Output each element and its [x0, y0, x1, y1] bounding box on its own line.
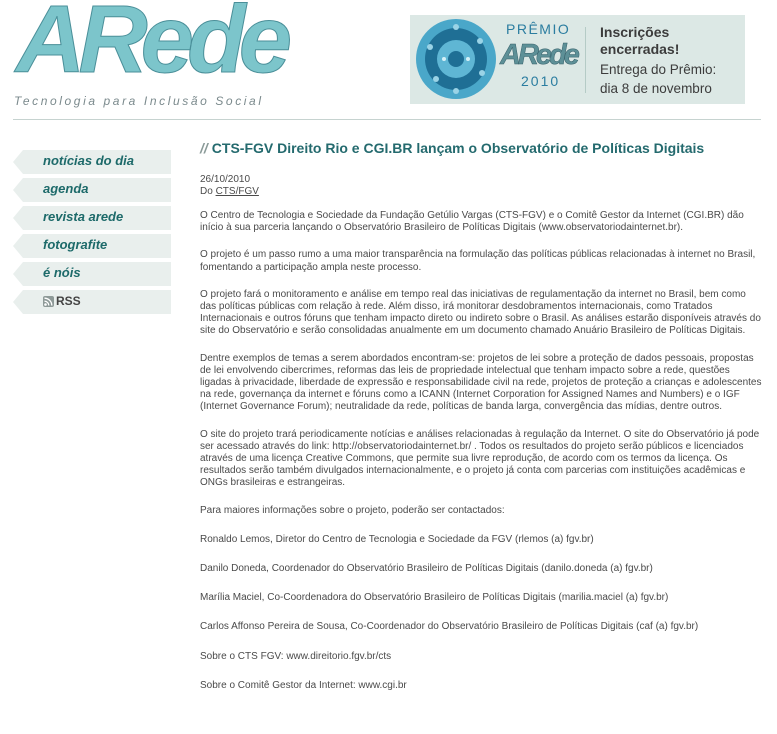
contact-line: Marília Maciel, Co-Coordenadora do Observatório Brasileiro de Políticas Digitais (marilia.maciel (a) fgv.br): [200, 592, 669, 604]
nav-item-agenda[interactable]: [13, 178, 171, 202]
article-source: [200, 186, 762, 198]
header-divider: [13, 119, 761, 120]
banner-line-3: Entrega do Prêmio:: [600, 62, 717, 77]
arede-logo[interactable]: [12, 0, 302, 110]
article: [200, 140, 762, 709]
article-paragraph: O Centro de Tecnologia e Sociedade da Fundação Getúlio Vargas (CTS-FGV) e o Comitê Gestor da Internet (CGI.BR) dão início à sua parceria lançando o Observatório Brasileiro de Políticas Digitais (www.observatoriodainternet.br).: [200, 210, 744, 234]
banner-premio-label: PRÊMIO: [506, 21, 571, 37]
banner-line-1: Inscrições: [600, 24, 670, 40]
article-title-text: CTS-FGV Direito Rio e CGI.BR lançam o Observatório de Políticas Digitais: [211, 140, 705, 156]
globe-icon: [414, 17, 498, 101]
article-paragraph: Dentre exemplos de temas a serem abordados encontram-se: projetos de lei sobre a proteção de dados pessoais, propostas de lei envolvendo cibercrimes, reformas das leis de propriedade intelectual que tenham impacto sobre a rede, questões ligadas à privacidade, liberdade de expressão e responsabilidade civil na rede, projetos de proteção a crianças e adolescentes na rede, governança da internet e fóruns como a ICANN (Internet Corporation for Assigned Names and Numbers) e o IGF (Internet Governance Forum); neutralidade da rede, políticas de banda larga, convergência das mídias, dentre outros.: [200, 352, 762, 413]
article-paragraph: O projeto é um passo rumo a uma maior transparência na formulação das políticas públicas relacionadas à internet no Brasil, fomentando a participação ampla neste processo.: [200, 249, 756, 273]
rss-icon: [43, 296, 54, 307]
banner-divider: [585, 27, 586, 93]
banner-line-2: encerradas!: [600, 41, 680, 57]
nav-item-rss[interactable]: [13, 290, 171, 314]
nav-item-e-nois[interactable]: [13, 262, 171, 286]
title-slashes: //: [200, 140, 208, 156]
nav-item-noticias[interactable]: [13, 150, 171, 174]
article-body: [200, 210, 762, 692]
article-date: 26/10/2010: [200, 174, 251, 185]
nav-item-label: fotografite: [43, 237, 108, 252]
logo-tagline: Tecnologia para Inclusão Social: [14, 94, 264, 108]
nav-item-fotografite[interactable]: [13, 234, 171, 258]
banner-line-4: dia 8 de novembro: [600, 81, 712, 96]
nav-item-label: agenda: [43, 181, 89, 196]
nav-item-label: notícias do dia: [43, 153, 135, 168]
article-meta: [200, 174, 762, 198]
nav-item-label: revista arede: [43, 209, 124, 224]
banner-year: 2010: [521, 73, 561, 89]
contact-line: Ronaldo Lemos, Diretor do Centro de Tecnologia e Sociedade da FGV (rlemos (a) fgv.br): [200, 533, 594, 545]
about-line: Sobre o Comitê Gestor da Internet: www.cgi.br: [200, 679, 407, 691]
source-link[interactable]: CTS/FGV: [215, 186, 259, 197]
about-line: Sobre o CTS FGV: www.direitorio.fgv.br/cts: [200, 650, 392, 662]
premio-banner[interactable]: [410, 15, 745, 104]
article-paragraph: Para maiores informações sobre o projeto, poderão ser contactados:: [200, 504, 505, 516]
contact-line: Carlos Affonso Pereira de Sousa, Co-Coordenador do Observatório Brasileiro de Políticas Digitais (caf (a) fgv.br): [200, 621, 699, 633]
nav-item-label: é nóis: [43, 265, 81, 280]
rss-label: RSS: [56, 294, 81, 308]
article-title: [200, 140, 762, 157]
source-prefix: Do: [200, 186, 216, 197]
article-paragraph: O site do projeto trará periodicamente notícias e análises relacionadas à regulação da Internet. O site do Observatório já pode ser acessado através do link: http://observatoriodainternet.br/ . Todos os resultados do projeto serão públicos e licenciados através de uma licença Creative Commons, que permite sua livre reprodução, de acordo com os termos da licença. Os resultados serão também divulgados internacionalmente, e o projeto já conta com parcerias com instituições acadêmicas e ONGs brasileiras e estrangeiras.: [200, 428, 760, 489]
banner-arede-logo: ARede: [500, 39, 577, 71]
nav-item-revista[interactable]: [13, 206, 171, 230]
article-paragraph: O projeto fará o monitoramento e análise em tempo real das iniciativas de regulamentação da internet no Brasil, bem como das políticas públicas com relação à rede. Além disso, irá monitorar desdobramentos internacionais, como Tratados Internacionais e outros fóruns que tenham impacto direto ou indireto sobre o Brasil. As análises estarão disponíveis através do site do Observatório e serão consolidadas anualmente em um documento chamado Anuário Brasileiro de Políticas Digitais.: [200, 288, 761, 337]
contact-line: Danilo Doneda, Coordenador do Observatório Brasileiro de Políticas Digitais (danilo.doneda (a) fgv.br): [200, 563, 653, 575]
logo-wordmark: ARede: [16, 0, 286, 93]
sidebar-nav: [13, 150, 171, 318]
